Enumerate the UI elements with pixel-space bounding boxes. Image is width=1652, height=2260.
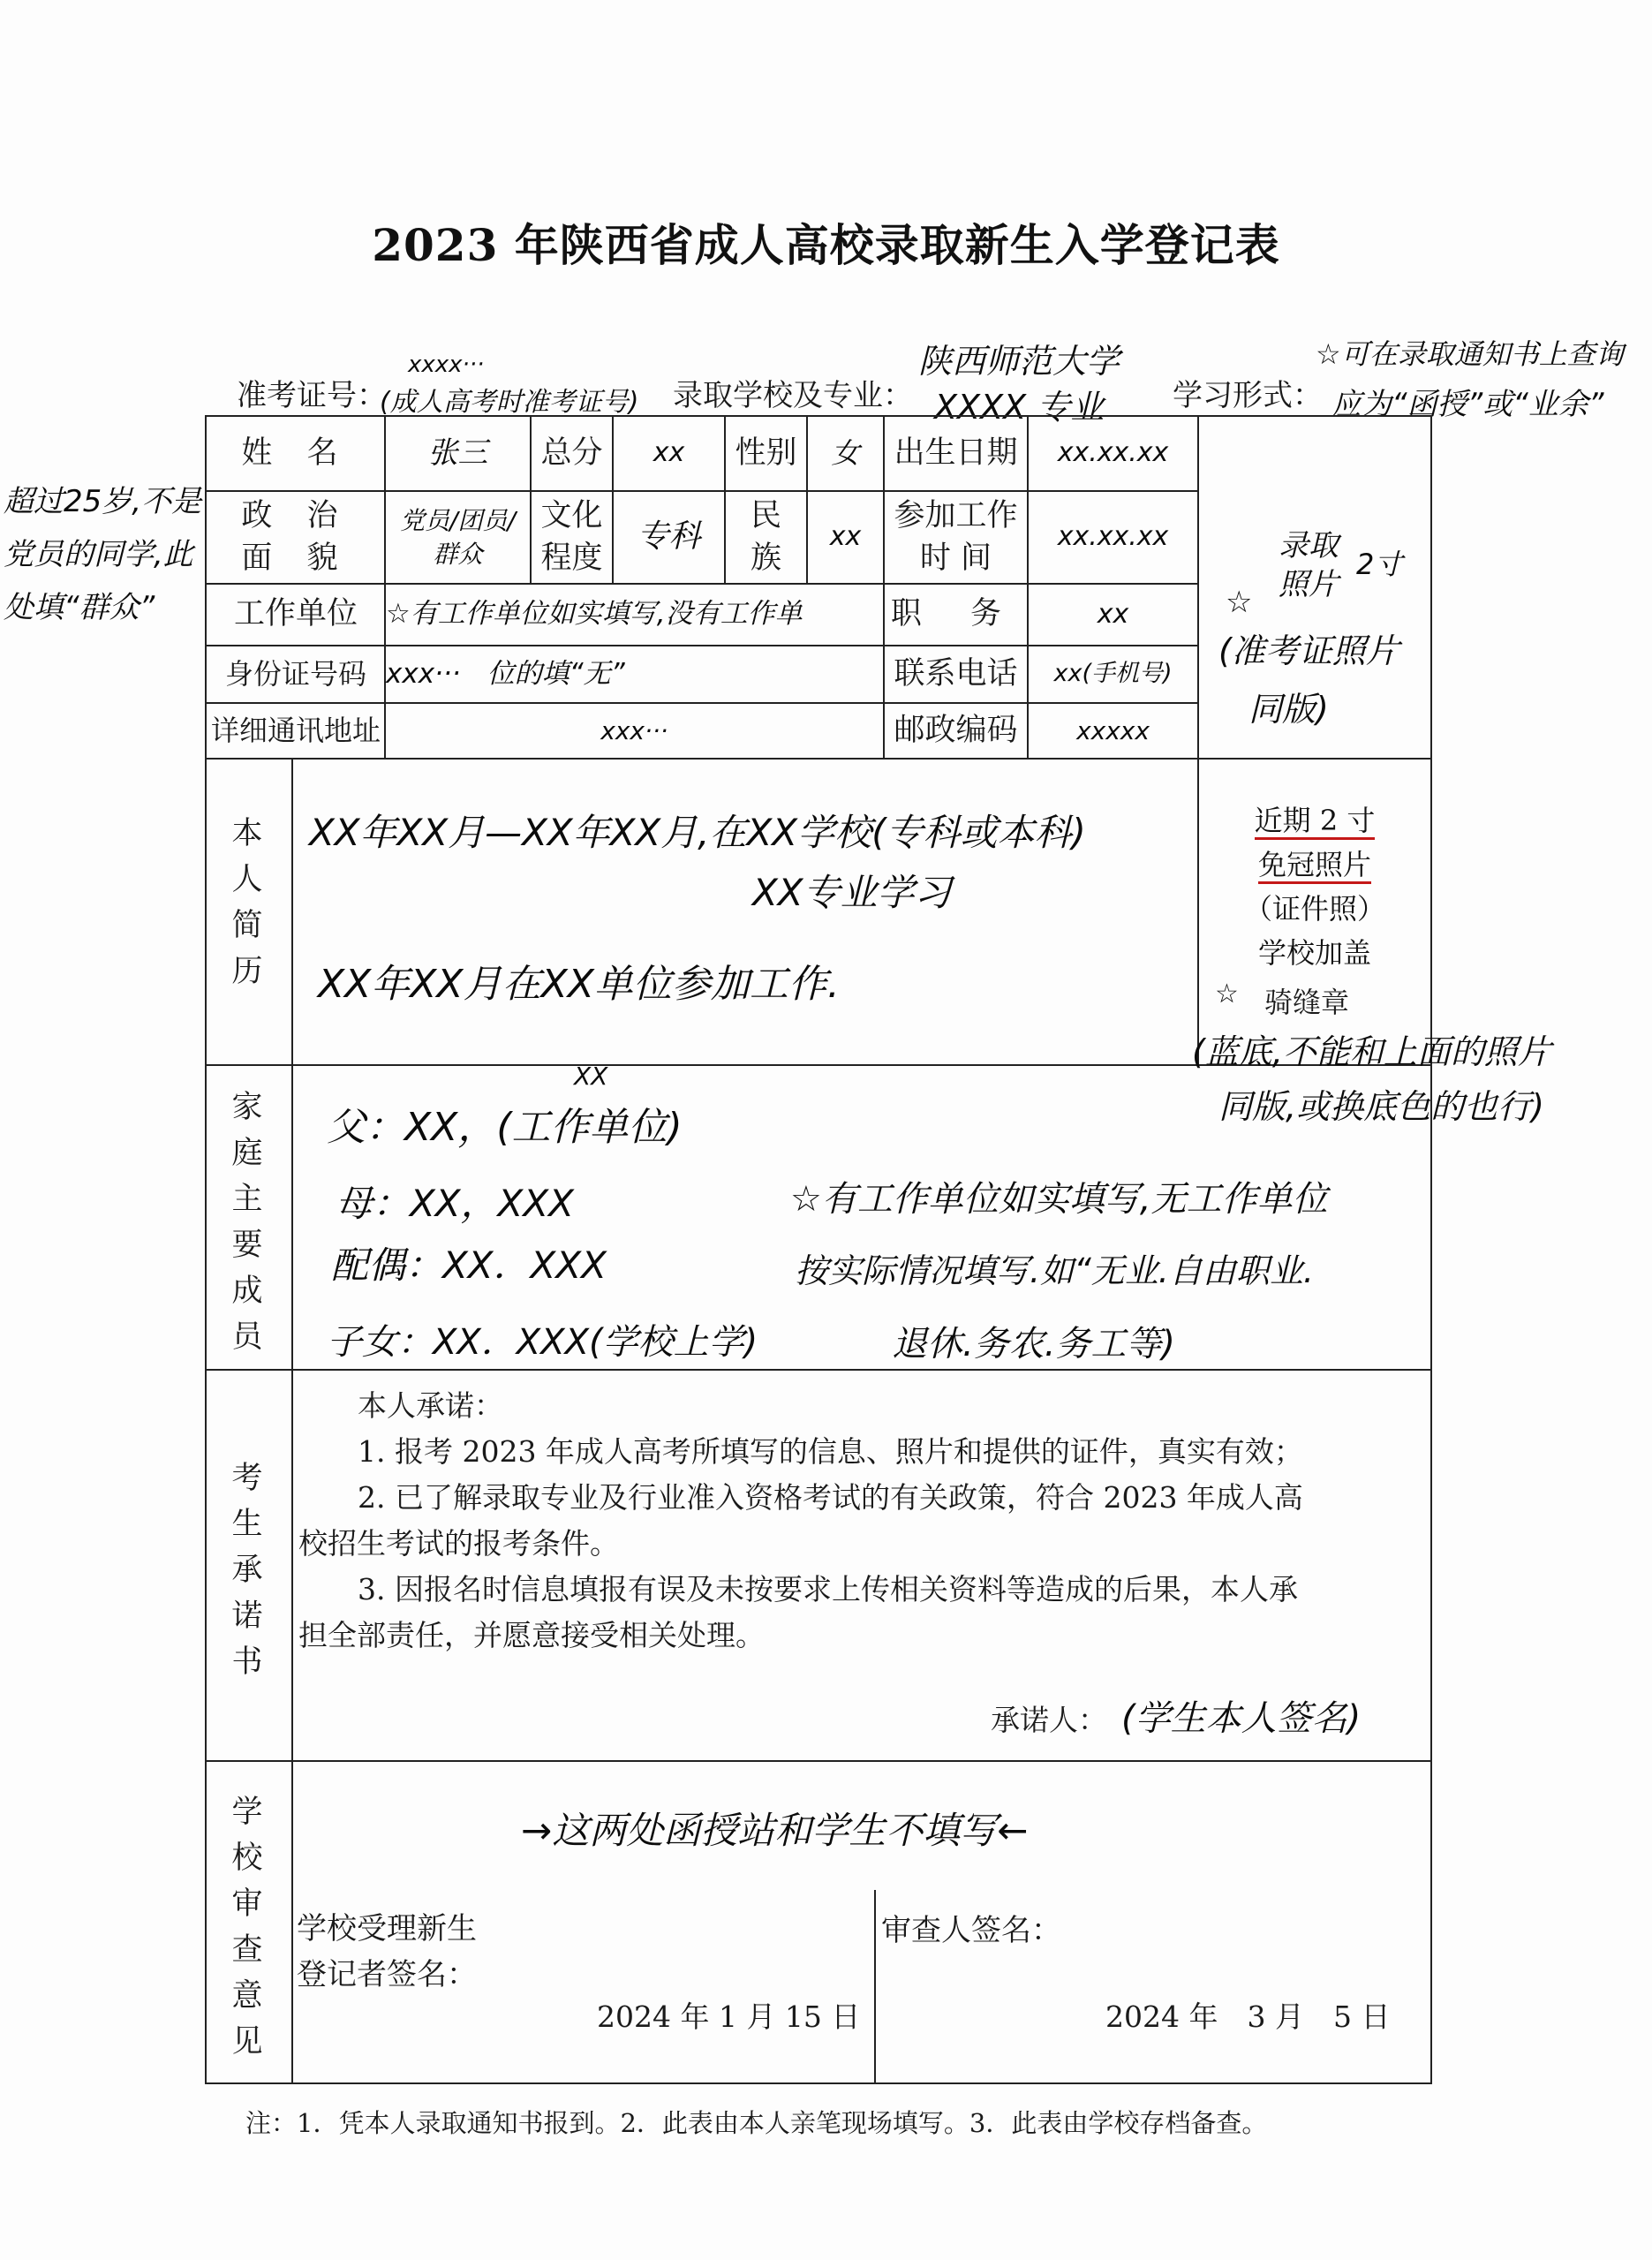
school-major-label: 录取学校及专业：: [673, 378, 913, 413]
political-label: [207, 492, 384, 583]
margin-note-line: 处填“群众”: [4, 590, 155, 625]
family-mother: 母：XX，XXX: [336, 1182, 574, 1225]
work-time-value: xx.xx.xx: [1057, 521, 1169, 553]
political-value: [386, 492, 530, 583]
photo-label-line: 录取: [1279, 528, 1339, 563]
resume-line-3: XX年XX月在XX单位参加工作.: [318, 962, 840, 1007]
reviewer-label: 审查人签名：: [881, 1913, 1061, 1948]
footer-note: 注：1．凭本人录取通知书报到。2．此表由本人亲笔现场填写。3．此表由学校存档备查。: [245, 2108, 1268, 2138]
photo2-line: 近期 2 寸: [1255, 804, 1376, 840]
registrar-label-line: 学校受理新生: [297, 1911, 477, 1946]
pledge-intro: 本人承诺：: [358, 1388, 503, 1423]
pledge-item-2a: 2. 已了解录取专业及行业准入资格考试的有关政策，符合 2023 年成人高: [358, 1480, 1303, 1515]
photo2-line: 学校加盖: [1257, 936, 1371, 970]
id-value-note: 位的填“无”: [487, 657, 625, 690]
position-value: xx: [1097, 598, 1129, 630]
family-father-mark: XX: [574, 1062, 608, 1091]
margin-note-line: 党员的同学,此: [4, 537, 193, 572]
family-note-3: 退休.务农.务工等): [892, 1324, 1176, 1364]
margin-note: [4, 475, 201, 634]
photo-label: [1279, 526, 1339, 604]
reviewer-date: 2024 年 3 月 5 日: [1105, 1999, 1391, 2034]
postal-label: 邮政编码: [894, 712, 1018, 748]
pledge-label: 考 生 承 诺 书: [231, 1461, 263, 1680]
margin-note-line: 超过25岁,不是: [4, 484, 202, 519]
ethnic-value: xx: [829, 521, 862, 553]
major-value: XXXX 专业: [934, 388, 1105, 427]
phone-label: 联系电话: [894, 655, 1018, 692]
work-time-label: [885, 492, 1027, 583]
page-title: 2023 年陕西省成人高校录取新生入学登记表: [372, 219, 1280, 271]
photo-note-1: (准考证照片: [1218, 631, 1399, 670]
pledge-signer-value: (学生本人签名): [1121, 1698, 1362, 1739]
pledge-item-2b: 校招生考试的报考条件。: [298, 1526, 619, 1561]
registrar-label: [297, 1906, 477, 1998]
gender-value: 女: [831, 435, 860, 470]
registrar-date: 2024 年 1 月 15 日: [597, 1999, 861, 2034]
address-value: xxx···: [600, 715, 668, 745]
photo2-note-1: (蓝底,不能和上面的照片: [1192, 1032, 1551, 1071]
family-spouse: 配偶：XX．XXX: [331, 1243, 607, 1287]
ethnic-label-line: 民: [750, 498, 781, 534]
id-value: [386, 646, 883, 702]
political-value-line: 党员/团员/: [400, 505, 516, 535]
education-label: [532, 492, 612, 583]
exam-no-label: 准考证号：: [237, 378, 387, 413]
ethnic-label-line: 族: [750, 540, 781, 576]
study-form-note-1: ☆可在录取通知书上查询: [1316, 337, 1624, 371]
photo2-note-2: 同版,或换底色的也行): [1218, 1087, 1544, 1126]
family-label: 家 庭 主 要 成 员: [231, 1090, 263, 1355]
photo-size: 2寸: [1356, 548, 1403, 581]
family-note-2: 按实际情况填写.如“无业.自由职业.: [795, 1251, 1314, 1290]
review-note: →这两处函授站和学生不填写←: [521, 1809, 1029, 1852]
address-label: 详细通讯地址: [210, 713, 381, 747]
photo-label-line: 照片: [1279, 567, 1339, 602]
birth-value: xx.xx.xx: [1057, 437, 1169, 469]
birth-label: 出生日期: [894, 435, 1018, 471]
review-label: 学 校 审 查 意 见: [231, 1795, 263, 2060]
score-label: 总分: [540, 435, 603, 471]
position-label: 职 务: [890, 596, 1022, 632]
family-father: 父：XX，(工作单位): [327, 1105, 683, 1150]
ethnic-label: [726, 492, 806, 583]
id-value-text: xxx···: [386, 657, 461, 690]
education-label-line: 程度: [540, 540, 603, 576]
exam-no-note: (成人高考时准考证号): [380, 387, 639, 418]
work-time-label-line: 时 间: [919, 540, 992, 576]
photo-note-2: 同版): [1248, 690, 1329, 729]
work-time-label-line: 参加工作: [894, 498, 1018, 534]
family-child: 子女：XX．XXX(学校上学): [327, 1322, 758, 1363]
registrar-label-line: 登记者签名：: [297, 1957, 477, 1992]
pledge-signer-label: 承诺人：: [991, 1703, 1107, 1737]
photo2-star: ☆: [1215, 979, 1239, 1009]
name-label: 姓 名: [241, 435, 351, 471]
pledge-item-3a: 3. 因报名时信息填报有误及未按要求上传相关资料等造成的后果，本人承: [358, 1572, 1298, 1606]
political-label-line: 面 貌: [241, 540, 351, 576]
photo2-line: 免冠照片: [1258, 848, 1371, 884]
pledge-item-3b: 担全部责任，并愿意接受相关处理。: [298, 1618, 765, 1652]
photo2-text: [1199, 798, 1430, 975]
photo-star: ☆: [1226, 585, 1253, 620]
family-note-1: ☆有工作单位如实填写,无工作单位: [790, 1179, 1328, 1220]
photo2-line: （证件照）: [1243, 892, 1385, 926]
phone-value: xx(手机号): [1053, 660, 1173, 688]
work-unit-label: 工作单位: [233, 596, 358, 632]
education-label-line: 文化: [540, 498, 603, 534]
id-label: 身份证号码: [224, 656, 366, 691]
political-value-line: 群众: [433, 539, 483, 569]
study-form-note-2: 应为“函授”或“业余”: [1331, 387, 1604, 422]
photo2-line-5: 骑缝章: [1264, 986, 1350, 1019]
resume-line-2: XX专业学习: [752, 871, 952, 914]
postal-value: xxxxx: [1076, 715, 1150, 745]
political-label-line: 政 治: [241, 498, 351, 534]
work-unit-value: ☆有工作单位如实填写,没有工作单: [386, 598, 803, 631]
score-value: xx: [653, 437, 685, 469]
resume-line-1: XX年XX月—XX年XX月,在XX学校(专科或本科): [309, 811, 1086, 854]
name-value: 张三: [427, 435, 488, 471]
resume-label: 本 人 简 历: [231, 816, 263, 989]
school-value: 陕西师范大学: [918, 342, 1120, 381]
study-form-label: 学习形式：: [1173, 378, 1323, 413]
pledge-item-1: 1. 报考 2023 年成人高考所填写的信息、照片和提供的证件，真实有效；: [358, 1434, 1303, 1469]
gender-label: 性别: [735, 435, 797, 471]
education-value: 专科: [637, 518, 701, 556]
exam-no-value: xxxx···: [408, 351, 485, 378]
